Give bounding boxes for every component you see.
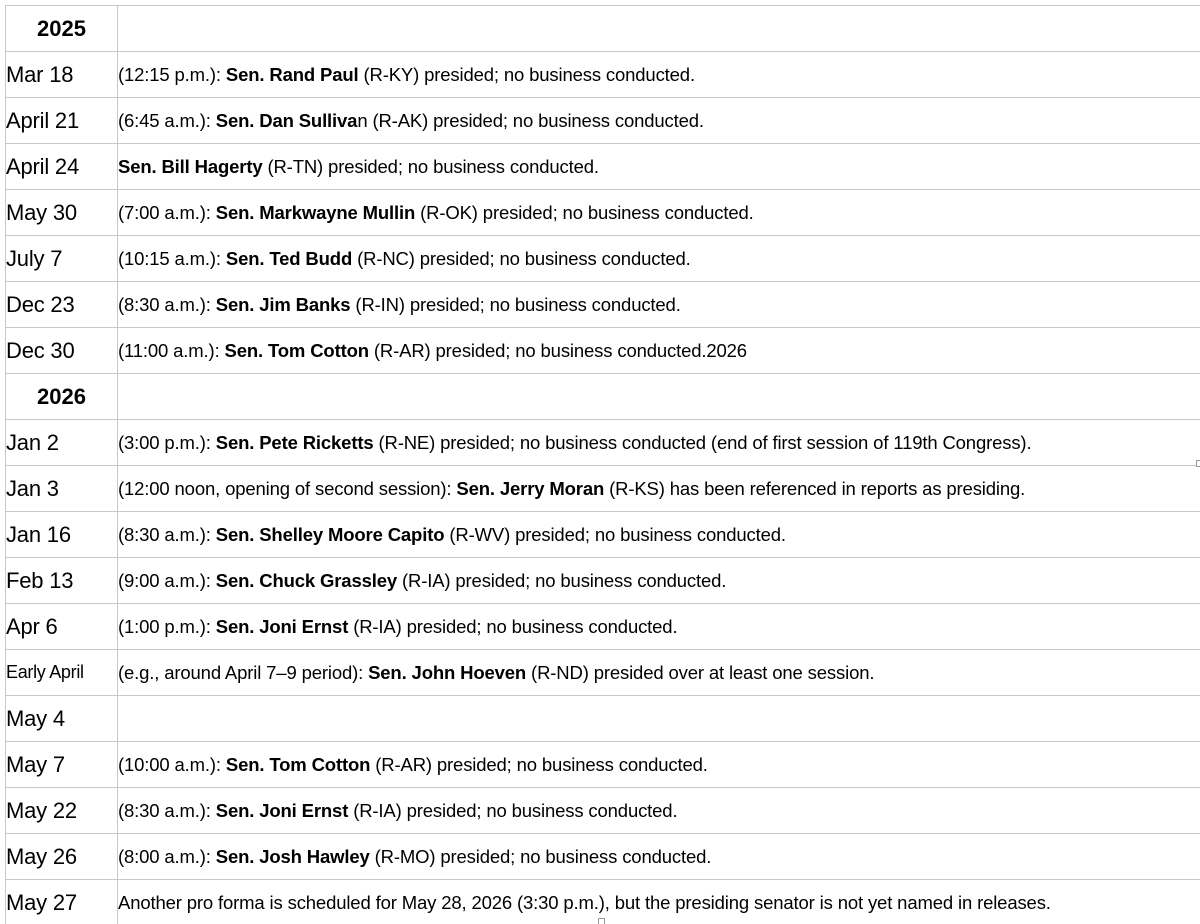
description-suffix: (R-KS) has been referenced in reports as presiding. [604, 477, 1026, 499]
senator-name: Sen. Tom Cotton [225, 753, 371, 775]
description-cell[interactable] [118, 880, 1200, 924]
table-resize-handle-bottom[interactable] [598, 918, 605, 924]
table-body [6, 6, 1200, 924]
table-row [6, 98, 1200, 144]
year-header-row [6, 374, 1200, 420]
date-cell[interactable]: Jan 3 [6, 466, 118, 512]
senator-name: Sen. Rand Paul [225, 63, 359, 85]
description-prefix: (e.g., around April 7–9 period): [118, 661, 369, 683]
senator-name: Sen. Ted Budd [225, 247, 353, 269]
date-cell[interactable]: April 24 [6, 144, 118, 190]
date-cell[interactable]: Feb 13 [6, 558, 118, 604]
description-prefix: (7:00 a.m.): [118, 201, 216, 223]
description-prefix: Another pro forma is scheduled for May 28, 2026 (3:30 p.m.), but the presiding senator is not yet named in releases. [118, 891, 1051, 913]
table-row [6, 144, 1200, 190]
description-prefix: (3:00 p.m.): [118, 431, 216, 453]
senator-name: Sen. Jim Banks [215, 293, 351, 315]
year-cell[interactable]: 2025 [6, 6, 118, 52]
table-row [6, 52, 1200, 98]
date-cell[interactable]: Jan 16 [6, 512, 118, 558]
description-suffix: (R-NC) presided; no business conducted. [352, 247, 691, 269]
description-cell[interactable] [118, 604, 1200, 650]
date-cell[interactable]: July 7 [6, 236, 118, 282]
date-cell[interactable]: Dec 30 [6, 328, 118, 374]
year-header-row [6, 6, 1200, 52]
table-row [6, 558, 1200, 604]
table-row [6, 788, 1200, 834]
description-cell[interactable] [118, 742, 1200, 788]
senator-name: Sen. Jerry Moran [456, 477, 605, 499]
description-suffix: (R-KY) presided; no business conducted. [358, 63, 695, 85]
description-cell[interactable] [118, 834, 1200, 880]
date-cell[interactable]: Dec 23 [6, 282, 118, 328]
description-suffix: (R-ND) presided over at least one session. [526, 661, 875, 683]
table-resize-handle-right[interactable] [1196, 460, 1200, 467]
description-prefix: (1:00 p.m.): [118, 615, 216, 637]
description-prefix: (8:30 a.m.): [118, 799, 216, 821]
date-cell[interactable]: April 21 [6, 98, 118, 144]
description-suffix: (R-IA) presided; no business conducted. [397, 569, 727, 591]
description-prefix: (9:00 a.m.): [118, 569, 216, 591]
date-cell[interactable]: May 30 [6, 190, 118, 236]
date-cell[interactable]: May 22 [6, 788, 118, 834]
description-cell[interactable] [118, 788, 1200, 834]
description-suffix: (R-WV) presided; no business conducted. [444, 523, 786, 545]
table-row [6, 328, 1200, 374]
table-row [6, 604, 1200, 650]
table-row [6, 466, 1200, 512]
senator-name: Sen. Pete Ricketts [215, 431, 374, 453]
description-suffix: (R-AR) presided; no business conducted. [370, 753, 708, 775]
date-cell[interactable]: Jan 2 [6, 420, 118, 466]
date-cell[interactable]: May 27 [6, 880, 118, 924]
date-cell[interactable]: May 7 [6, 742, 118, 788]
description-prefix: (10:00 a.m.): [118, 753, 226, 775]
description-suffix: (R-NE) presided; no business conducted (end of first session of 119th Congress). [373, 431, 1032, 453]
date-cell[interactable]: May 26 [6, 834, 118, 880]
description-cell[interactable] [118, 98, 1200, 144]
senator-name: Sen. Bill Hagerty [118, 155, 263, 177]
table-row [6, 420, 1200, 466]
description-prefix: (11:00 a.m.): [118, 339, 225, 361]
year-cell[interactable]: 2026 [6, 374, 118, 420]
description-cell[interactable] [118, 650, 1200, 696]
senator-name: Sen. Joni Ernst [215, 799, 349, 821]
date-cell[interactable]: May 4 [6, 696, 118, 742]
senator-name: Sen. Tom Cotton [224, 339, 369, 361]
description-prefix: (8:00 a.m.): [118, 845, 216, 867]
senator-name: Sen. Josh Hawley [215, 845, 370, 867]
description-suffix: (R-IA) presided; no business conducted. [348, 615, 678, 637]
senator-name: Sen. Markwayne Mullin [215, 201, 416, 223]
description-cell[interactable] [118, 144, 1200, 190]
pro-forma-session-table [5, 5, 1200, 924]
description-prefix: (8:30 a.m.): [118, 293, 216, 315]
table-row [6, 650, 1200, 696]
description-cell[interactable] [118, 466, 1200, 512]
table-row [6, 236, 1200, 282]
description-prefix: (12:00 noon, opening of second session): [118, 477, 457, 499]
table-row [6, 282, 1200, 328]
senator-name: Sen. Dan Sulliva [215, 109, 358, 131]
description-cell[interactable] [118, 236, 1200, 282]
date-cell[interactable]: Early April [6, 650, 118, 696]
description-cell[interactable] [118, 512, 1200, 558]
date-cell[interactable]: Apr 6 [6, 604, 118, 650]
description-suffix: (R-IN) presided; no business conducted. [350, 293, 681, 315]
description-suffix: (R-AR) presided; no business conducted.2026 [368, 339, 747, 361]
date-cell[interactable]: Mar 18 [6, 52, 118, 98]
description-prefix: (8:30 a.m.): [118, 523, 216, 545]
description-suffix: (R-IA) presided; no business conducted. [348, 799, 678, 821]
description-suffix: (R-OK) presided; no business conducted. [415, 201, 754, 223]
description-prefix: (10:15 a.m.): [118, 247, 226, 269]
description-cell[interactable] [118, 6, 1200, 52]
description-cell[interactable] [118, 52, 1200, 98]
table-row [6, 834, 1200, 880]
table-row [6, 190, 1200, 236]
description-suffix: n (R-AK) presided; no business conducted. [357, 109, 704, 131]
description-suffix: (R-TN) presided; no business conducted. [262, 155, 599, 177]
senator-name: Sen. Joni Ernst [215, 615, 349, 637]
senator-name: Sen. John Hoeven [368, 661, 527, 683]
description-cell[interactable] [118, 696, 1200, 742]
senator-name: Sen. Chuck Grassley [215, 569, 397, 591]
table-row [6, 696, 1200, 742]
description-cell[interactable] [118, 190, 1200, 236]
description-cell[interactable] [118, 374, 1200, 420]
description-prefix: (12:15 p.m.): [118, 63, 226, 85]
description-suffix: (R-MO) presided; no business conducted. [369, 845, 712, 867]
description-cell[interactable] [118, 420, 1200, 466]
table-row [6, 512, 1200, 558]
table-row [6, 742, 1200, 788]
description-cell[interactable] [118, 328, 1200, 374]
description-prefix: (6:45 a.m.): [118, 109, 216, 131]
description-cell[interactable] [118, 558, 1200, 604]
description-cell[interactable] [118, 282, 1200, 328]
senator-name: Sen. Shelley Moore Capito [215, 523, 445, 545]
